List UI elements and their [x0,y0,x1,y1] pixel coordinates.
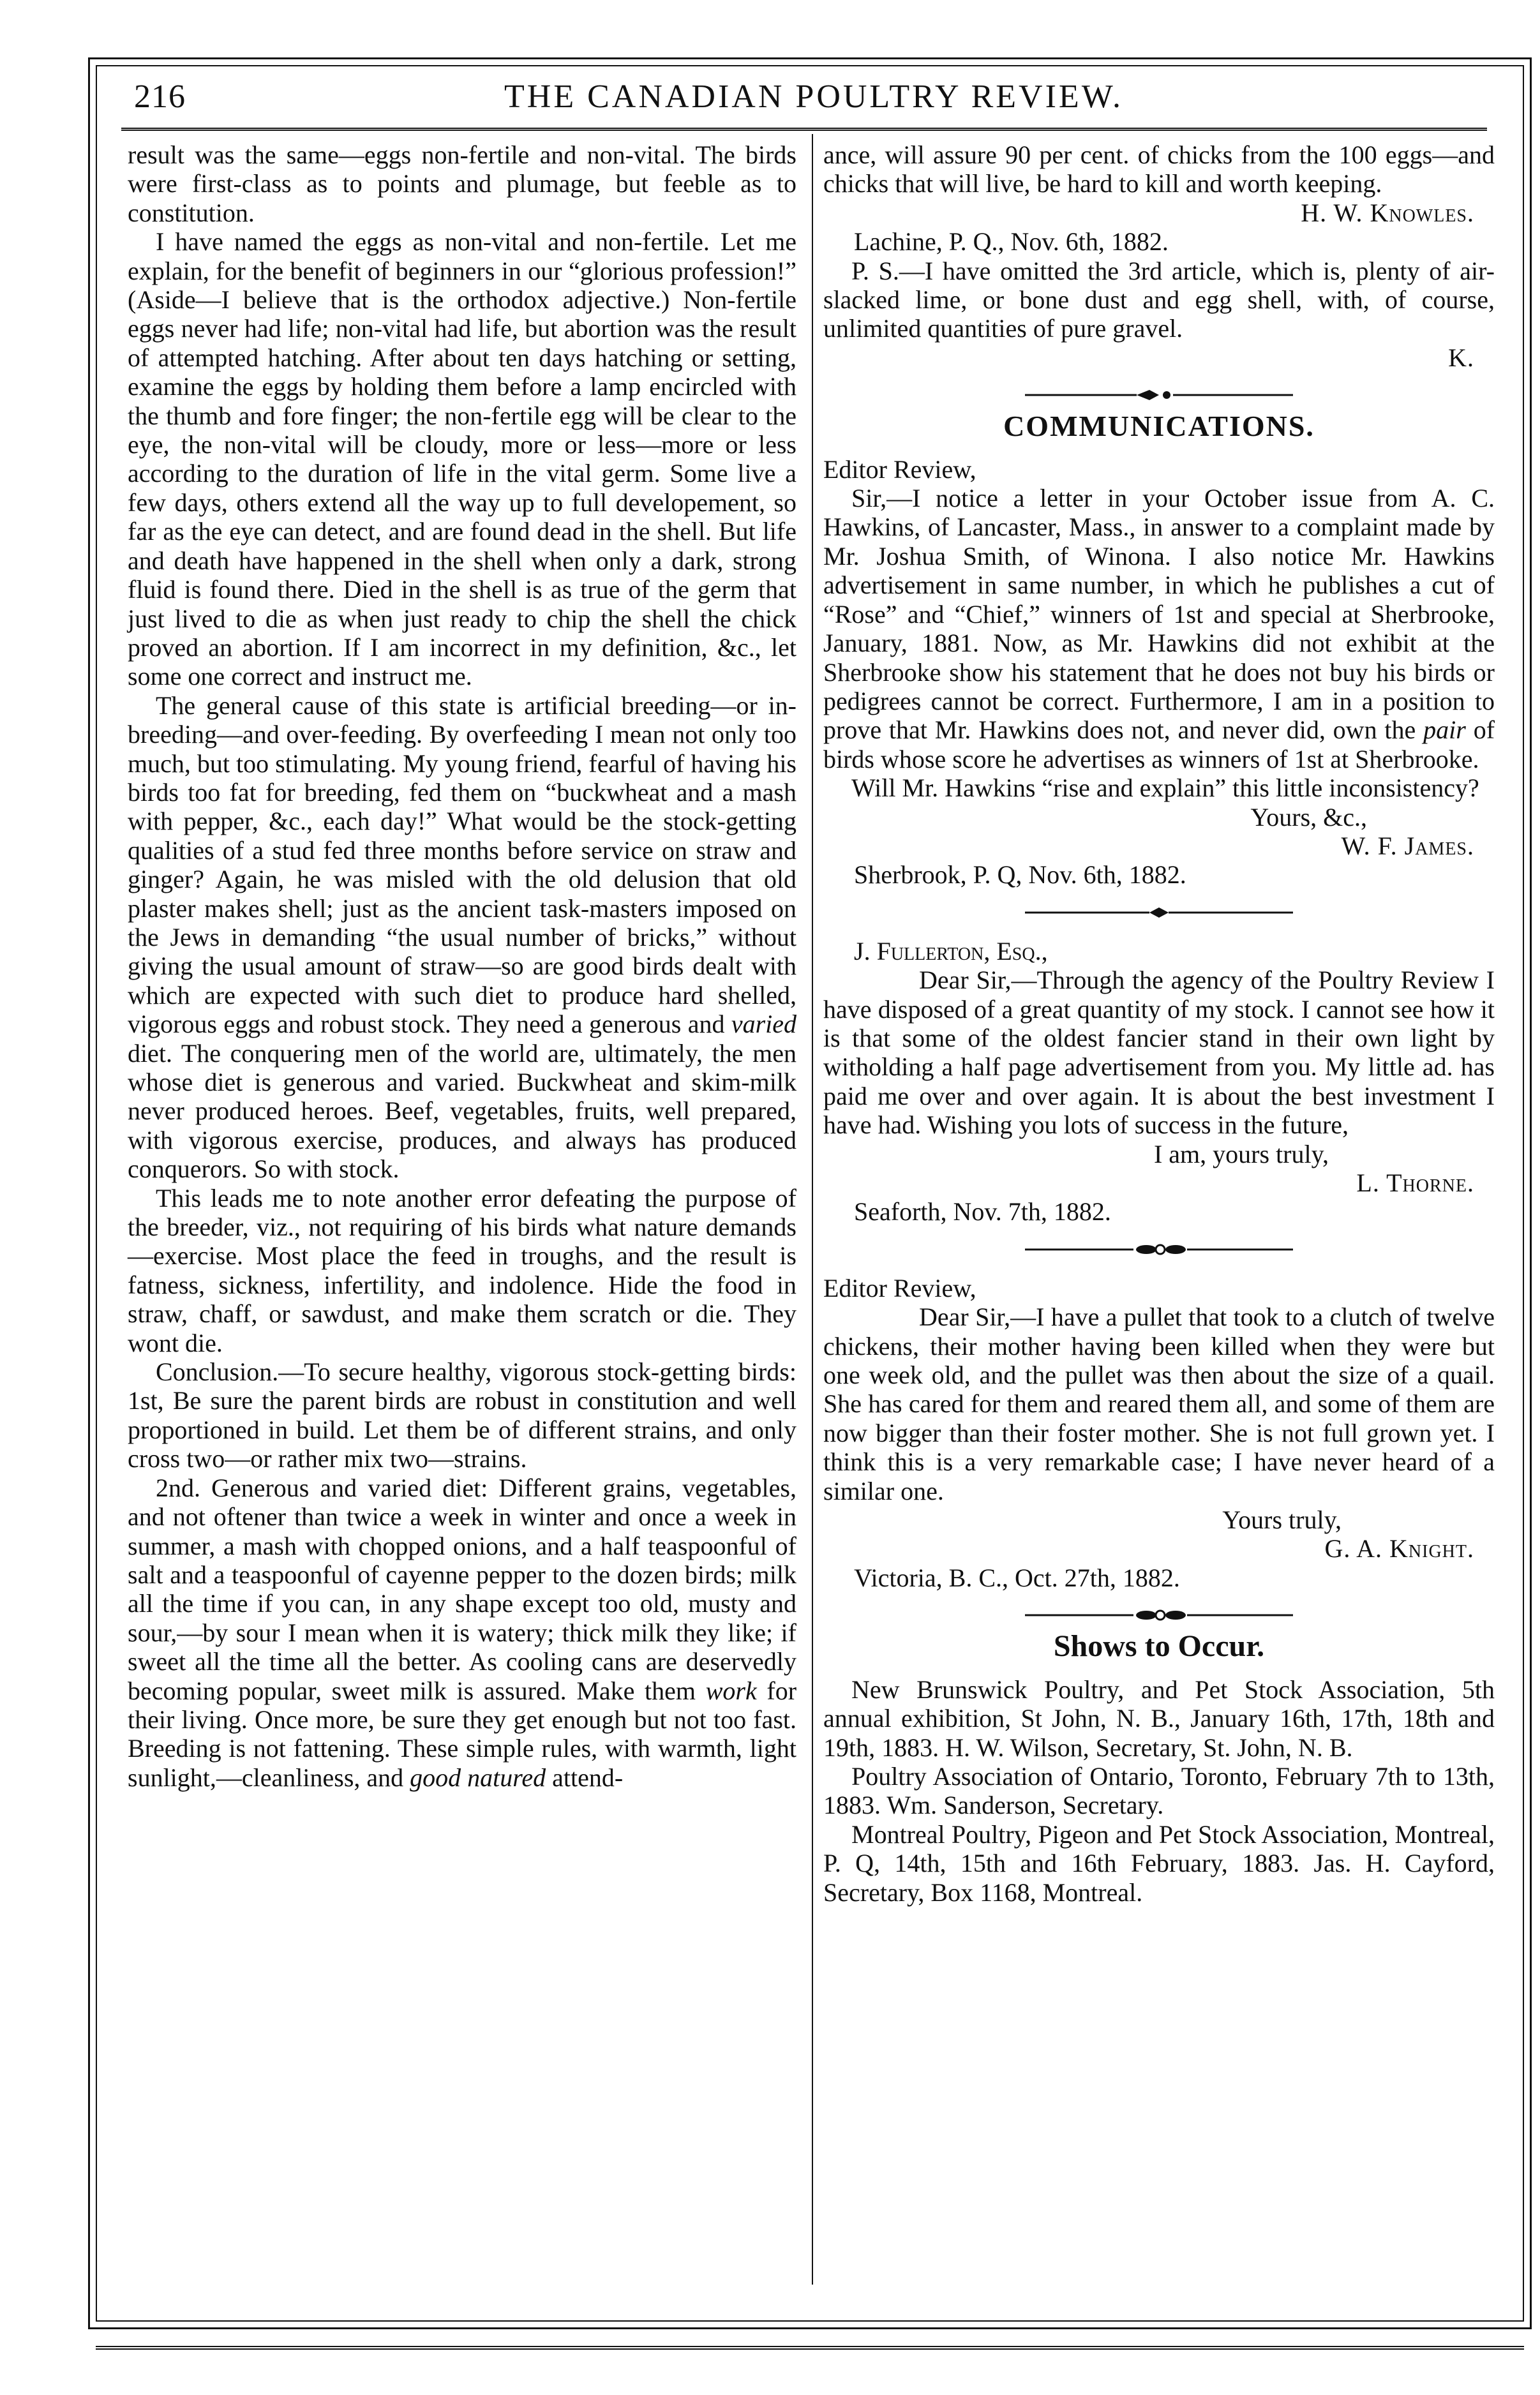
dateline: Lachine, P. Q., Nov. 6th, 1882. [854,227,1169,257]
addressee: J. Fullerton, Esq., [854,936,1048,966]
show-listing: Montreal Poultry, Pigeon and Pet Stock Association, Montreal, P. Q, 14th, 15th and 16th February, 1883. Jas. H. Cayford, Secretary, Box 1168, Montreal. [823,1819,1495,1907]
ornament-divider-icon [1025,1242,1293,1257]
italic-text: varied [731,1010,796,1039]
spacer [823,920,1495,937]
italic-text: work [705,1676,757,1705]
dateline: Victoria, B. C., Oct. 27th, 1882. [854,1563,1180,1592]
column-divider [812,134,813,2285]
italic-text: pair [1423,715,1466,745]
article-continuation: ance, will assure 90 per cent. of chicks from the 100 eggs—and chicks that will live, be hard to kill and worth keeping. [823,140,1495,198]
letter-close: I am, yours truly, [1153,1139,1329,1168]
article-paragraph: This leads me to note another error defeating the purpose of the breeder, viz., not requiring of his birds what nature demands—exercise. Most place the feed in troughs, and the result is fatness, sickness, infertility, and indolence. Hide the food in straw, chaff, or sawdust, and make them scratch or die. They wont die. [128,1183,796,1357]
letter-body: Will Mr. Hawkins “rise and explain” this little inconsistency? [851,773,1479,803]
signature: L. Thorne. [1356,1168,1474,1197]
italic-text: good natured [410,1763,546,1792]
footer-rule [96,2346,1524,2350]
letter-close: Yours truly, [1222,1505,1342,1535]
section-title-shows: Shows to Occur. [1053,1629,1265,1664]
article-paragraph [128,1474,796,1792]
text-run: of birds whose score he advertises as winners of 1st at Sherbrooke. [823,715,1495,773]
ornament-divider-icon [1025,1608,1293,1623]
show-listing: Poultry Association of Ontario, Toronto, February 7th to 13th, 1883. Wm. Sanderson, Secretary. [823,1761,1495,1820]
ornament-divider-icon [1025,387,1293,403]
ornament-divider-icon [1025,905,1293,920]
left-column [128,140,796,1792]
right-column [823,140,1495,1907]
salutation: Editor Review, [823,1273,976,1302]
text-run: The general cause of this state is artificial breeding—or in-breeding—and over-feeding. By overfeeding I mean not only too much, but too stimulating. My young friend, fearful of having his birds too fat for breeding, fed them on “buckwheat and a mash with pepper, &c., each day!” What would be the stock-getting qualities of a stud fed three months before service on straw and ginger? Again, he was misled with the old delusion that old plaster makes shell; just as the ancient task-masters imposed on the Jews in demanding “the usual number of bricks,” without giving the usual amount of straw—so are good birds dealt with which are expected with such diet to produce hard shelled, vigorous eggs and robust stock. They need a generous and [128,690,796,1039]
article-paragraph: result was the same—eggs non-fertile and non-vital. The birds were first-class as to points and plumage, but feeble as to constitution. [128,140,796,227]
spacer [823,1257,1495,1274]
letter-body: Dear Sir,—Through the agency of the Poultry Review I have disposed of a great quantity of my stock. I cannot see how it is that some of the oldest fancier stand in their own light by witholding a half page advertisement from you. My little ad. has paid me over and over again. It is about the best investment I have had. Wishing you lots of success in the future, [823,966,1495,1140]
journal-title: THE CANADIAN POULTRY REVIEW. [504,78,1123,115]
signature: W. F. James. [1341,831,1474,860]
text-run: Sir,—I notice a letter in your October issue from A. C. Hawkins, of Lancaster, Mass., in answer to a complaint made by Mr. Joshua Smith, of Winona. I also notice Mr. Hawkins advertisement in same number, in which he publishes a cut of “Rose” and “Chief,” winners of 1st and special at Sherbrooke, January, 1881. Now, as Mr. Hawkins did not exhibit at the Sherbrooke show his statement that he does not buy his birds or pedigrees cannot be correct. Furthermore, I am in a position to prove that Mr. Hawkins does not, and never did, own the [823,484,1495,745]
show-listing: New Brunswick Poultry, and Pet Stock Association, 5th annual exhibition, St John, N. B., January 16th, 17th, 18th and 19th, 1883. H. W. Wilson, Secretary, St. John, N. B. [823,1675,1495,1762]
article-paragraph: Conclusion.—To secure healthy, vigorous stock-getting birds: 1st, Be sure the parent birds are robust in constitution and well proportioned in build. Let them be of different strains, and only cross two—or rather mix two—strains. [128,1357,796,1474]
signature: G. A. Knight. [1324,1534,1474,1563]
text-run: 2nd. Generous and varied diet: Different grains, vegetables, and not oftener than twice a week in winter and once a week in summer, a mash with chopped onions, and a half teaspoonful of salt and a teaspoonful of cayenne pepper to the dozen birds; milk all the time if you can, in any shape except too old, musty and sour,—by sour I mean when it is watery; thick milk they like; if sweet all the time all the better. As cooling cans are deservedly becoming popular, sweet milk is assured. Make them [128,1473,796,1705]
page-header [121,75,1506,120]
postscript: P. S.—I have omitted the 3rd article, which is, plenty of air-slacked lime, or bone dust and egg shell, with, of course, unlimited quantities of pure gravel. [823,256,1495,343]
signature: H. W. Knowles. [1301,198,1474,227]
letter-close: Yours, &c., [1250,802,1367,832]
letter-body: Dear Sir,—I have a pullet that took to a clutch of twelve chickens, their mother having been killed when they were but one week old, and the pullet was then about the size of a quail. She has cared for them and reared them all, and some of them are now bigger than their foster mother. She is not full grown yet. I think this is a very remarkable case; I have never heard of a similar one. [823,1302,1495,1505]
letter-body [823,484,1495,773]
salutation: Editor Review, [823,454,976,484]
header-rule [121,128,1487,131]
page-number: 216 [134,78,186,115]
text-run: for their living. Once more, be sure they get enough but not too fast. Breeding is not fattening. These simple rules, with warmth, light sunlight,—cleanliness, and [128,1676,797,1792]
text-run: attend- [552,1763,624,1792]
dateline: Sherbrook, P. Q, Nov. 6th, 1882. [854,860,1186,890]
text-run: diet. The conquering men of the world are, ultimately, the men whose diet is generous and varied. Buckwheat and skim-milk never produced heroes. Beef, vegetables, fruits, well prepared, with vigorous exercise, produces, and always has produced conquerors. So with stock. [128,1038,796,1184]
article-paragraph [128,691,796,1184]
article-paragraph: I have named the eggs as non-vital and non-fertile. Let me explain, for the benefit of beginners in our “glorious profession!” (Aside—I believe that is the orthodox adjective.) Non-fertile eggs never had life; non-vital had life, but abortion was the result of attempted hatching. After about ten days hatching or setting, examine the eggs by holding them before a lamp encircled with the thumb and fore finger; the non-fertile egg will be clear to the eye, the non-vital will be cloudy, more or less—more or less according to the duration of life in the vital germ. Some live a few days, others extend all the way up to full developement, so far as the eye can detect, and are found dead in the shell. But life and death have happened in the shell when only a dark, strong fluid is found there. Died in the shell is as true of the germ that just lived to die as when just ready to chip the shell the chick proved an abortion. If I am incorrect in my definition, &c., let some one correct and instruct me. [128,227,796,691]
signature: K. [1448,343,1474,372]
section-title-communications: COMMUNICATIONS. [1003,410,1315,443]
dateline: Seaforth, Nov. 7th, 1882. [854,1197,1111,1227]
